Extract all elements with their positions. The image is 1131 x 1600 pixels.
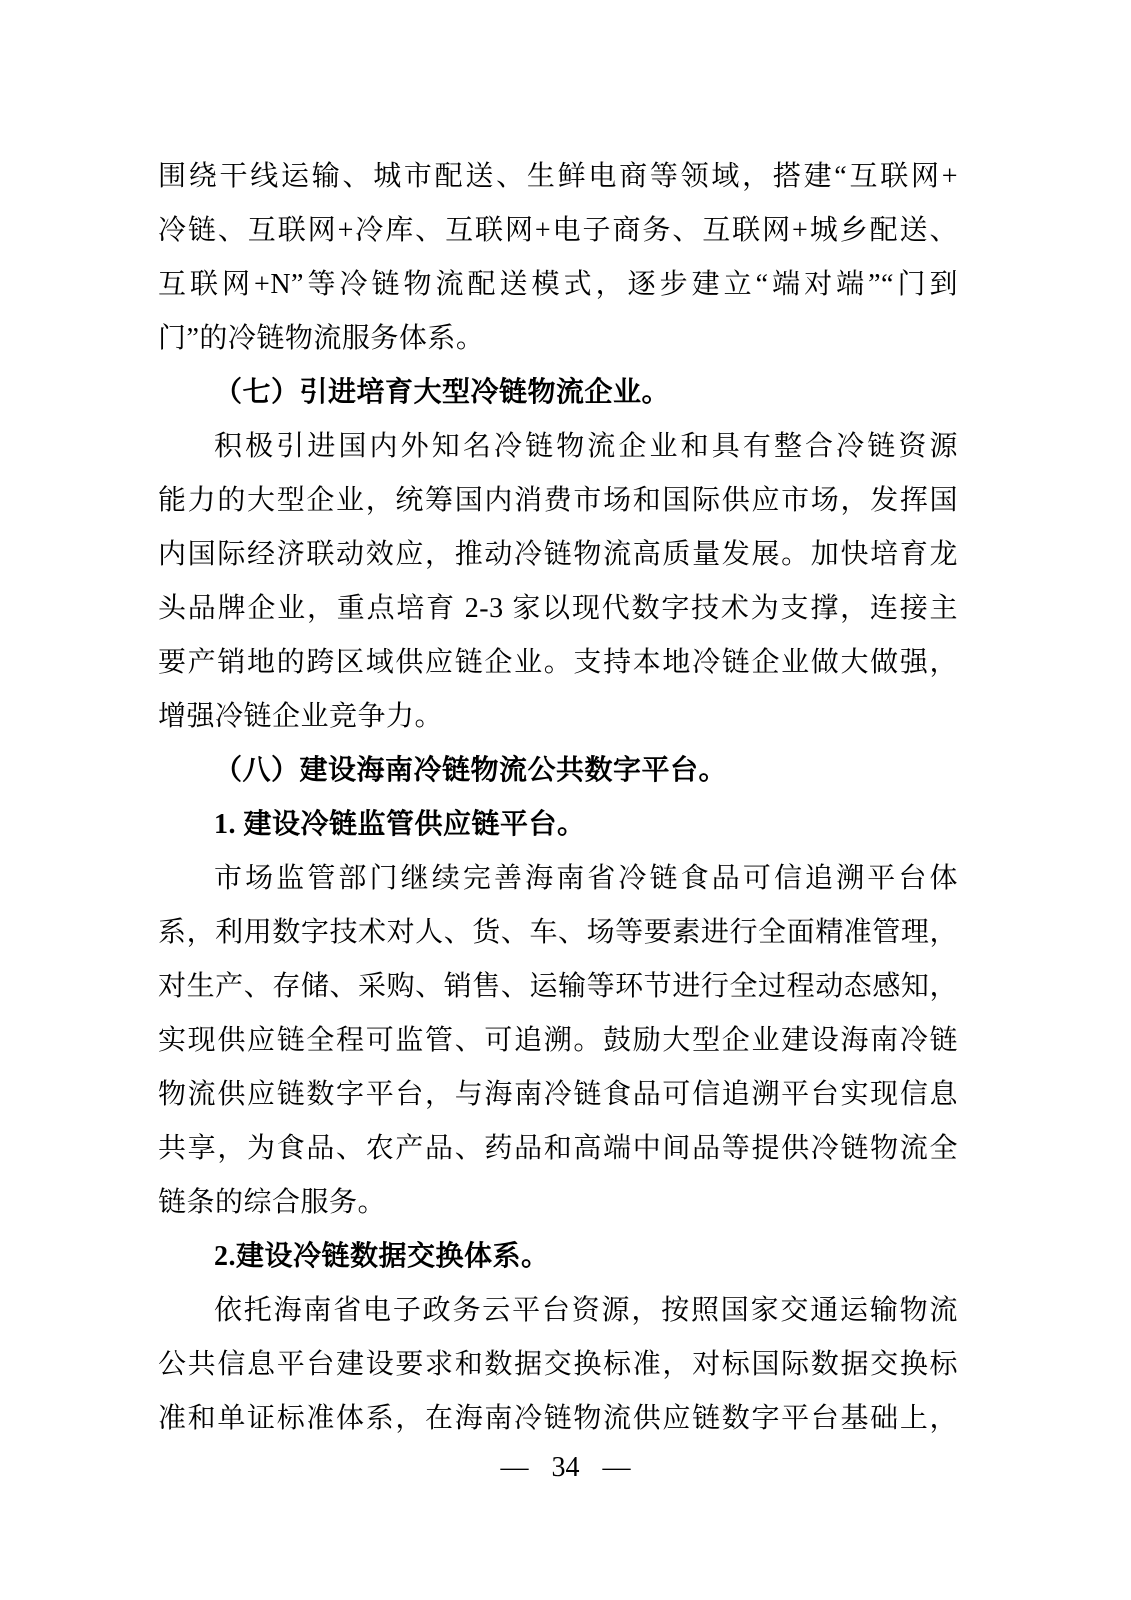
body-text-line: 共享，为食品、农产品、药品和高端中间品等提供冷链物流全	[158, 1133, 958, 1164]
body-text-line: 系，利用数字技术对人、货、车、场等要素进行全面精准管理，	[158, 917, 958, 948]
heading-item-1: 1. 建设冷链监管供应链平台。	[214, 809, 586, 840]
body-text-line: 要产销地的跨区域供应链企业。支持本地冷链企业做大做强，	[158, 647, 958, 678]
heading-section-7: （七）引进培育大型冷链物流企业。	[214, 377, 671, 408]
document-body	[158, 150, 958, 1446]
body-text-line: 市场监管部门继续完善海南省冷链食品可信追溯平台体	[214, 863, 958, 894]
body-text-line: 门”的冷链物流服务体系。	[158, 323, 485, 354]
heading-section-8: （八）建设海南冷链物流公共数字平台。	[214, 755, 728, 786]
body-text-line: 公共信息平台建设要求和数据交换标准，对标国际数据交换标	[158, 1349, 958, 1380]
body-text-line: 物流供应链数字平台，与海南冷链食品可信追溯平台实现信息	[158, 1079, 958, 1110]
body-text-line: 链条的综合服务。	[158, 1187, 387, 1218]
body-text-line: 围绕干线运输、城市配送、生鲜电商等领域，搭建“互联网+	[158, 161, 958, 192]
body-text-line: 准和单证标准体系，在海南冷链物流供应链数字平台基础上，	[158, 1403, 958, 1434]
body-text-line: 依托海南省电子政务云平台资源，按照国家交通运输物流	[214, 1295, 958, 1326]
body-text-line: 增强冷链企业竞争力。	[158, 701, 444, 732]
body-text-line: 对生产、存储、采购、销售、运输等环节进行全过程动态感知，	[158, 971, 958, 1002]
page-number: — 34 —	[500, 1452, 631, 1483]
body-text-line: 积极引进国内外知名冷链物流企业和具有整合冷链资源	[214, 431, 958, 462]
body-text-line: 实现供应链全程可监管、可追溯。鼓励大型企业建设海南冷链	[158, 1025, 958, 1056]
body-text-line: 能力的大型企业，统筹国内消费市场和国际供应市场，发挥国	[158, 485, 958, 516]
body-text-line: 冷链、互联网+冷库、互联网+电子商务、互联网+城乡配送、	[158, 215, 958, 246]
body-text-line: 头品牌企业，重点培育 2-3 家以现代数字技术为支撑，连接主	[158, 593, 958, 624]
heading-item-2: 2.建设冷链数据交换体系。	[214, 1241, 550, 1272]
body-text-line: 内国际经济联动效应，推动冷链物流高质量发展。加快培育龙	[158, 539, 958, 570]
body-text-line: 互联网+N”等冷链物流配送模式，逐步建立“端对端”“门到	[158, 269, 958, 300]
